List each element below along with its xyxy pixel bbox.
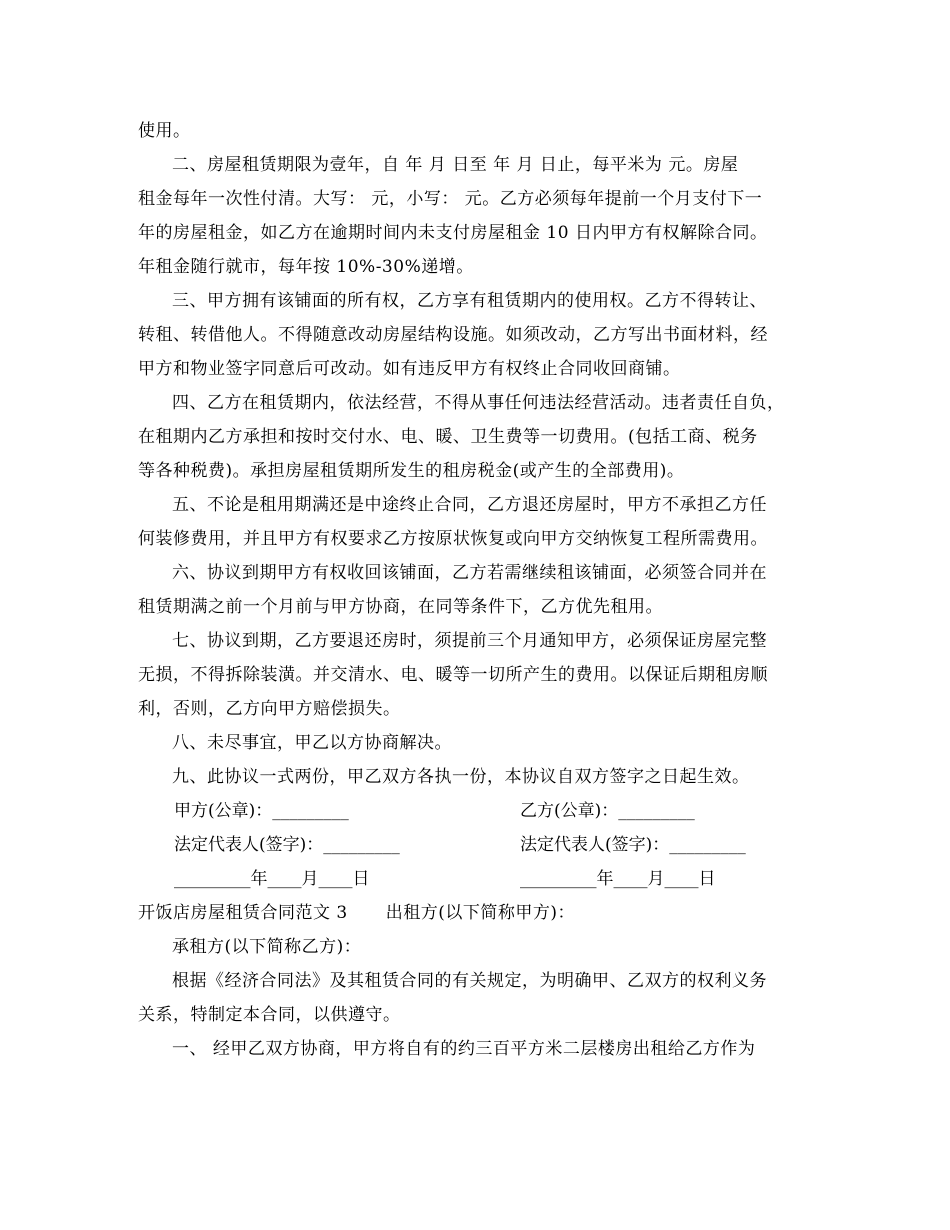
paragraph-line: 甲方和物业签字同意后可改动。如有违反甲方有权终止合同收回商铺。 (138, 359, 681, 379)
paragraph-line: 根据《经济合同法》及其租赁合同的有关规定，为明确甲、乙双方的权利义务 (172, 971, 767, 991)
paragraph-line: 六、协议到期甲方有权收回该铺面，乙方若需继续租该铺面，必须签合同并在 (172, 563, 767, 583)
paragraph-line: 转租、转借他人。不得随意改动房屋结构设施。如须改动，乙方写出书面材料，经 (138, 325, 768, 345)
paragraph-line: 七、协议到期，乙方要退还房时，须提前三个月通知甲方，必须保证房屋完整 (172, 631, 767, 651)
paragraph-line: 使用。 (138, 121, 191, 141)
paragraph-line: 三、甲方拥有该铺面的所有权，乙方享有租赁期内的使用权。乙方不得转让、 (172, 291, 767, 311)
paragraph-line: 年租金随行就市，每年按 10%-30%递增。 (138, 257, 474, 277)
paragraph-line: 无损，不得拆除装潢。并交清水、电、暖等一切所产生的费用。以保证后期租房顺 (138, 665, 768, 685)
paragraph-line: 二、房屋租赁期限为壹年，自 年 月 日至 年 月 日止，每平米为 元。房屋 (172, 155, 739, 175)
section3-lessor: 出租方(以下简称甲方)： (385, 903, 575, 923)
paragraph-line: 租金每年一次性付清。大写： 元，小写： 元。乙方必须每年提前一个月支付下一 (138, 189, 763, 209)
signature-party-a: 甲方(公章)：_________ (174, 801, 349, 821)
paragraph-line: 五、不论是租用期满还是中途终止合同，乙方退还房屋时，甲方不承担乙方任 (172, 495, 767, 515)
signature-party-b: 乙方(公章)：_________ (520, 801, 695, 821)
paragraph-line: 等各种税费)。承担房屋租赁期所发生的租房税金(或产生的全部费用)。 (138, 461, 685, 481)
paragraph-line: 关系，特制定本合同，以供遵守。 (138, 1005, 401, 1025)
paragraph-line: 何装修费用，并且甲方有权要求乙方按原状恢复或向甲方交纳恢复工程所需费用。 (138, 529, 768, 549)
signature-row (138, 862, 818, 896)
signature-party-b: _________年____月____日 (520, 869, 716, 889)
paragraph-line: 一、 经甲乙双方协商，甲方将自有的约三百平方米二层楼房出租给乙方作为 (172, 1039, 756, 1059)
signature-party-a: 法定代表人(签字)：_________ (174, 835, 400, 855)
paragraph-line: 承租方(以下简称乙方)： (172, 937, 362, 957)
section3-title: 开饭店房屋租赁合同范文 3 (138, 903, 348, 923)
paragraph-line: 租赁期满之前一个月前与甲方协商，在同等条件下，乙方优先租用。 (138, 597, 663, 617)
signature-row (138, 828, 818, 862)
section3-heading-line (138, 896, 818, 930)
signature-party-b: 法定代表人(签字)：_________ (520, 835, 746, 855)
contract-body (138, 114, 818, 794)
signature-party-a: _________年____月____日 (174, 869, 370, 889)
paragraph-line: 九、此协议一式两份，甲乙双方各执一份，本协议自双方签字之日起生效。 (172, 767, 750, 787)
paragraph-line: 在租期内乙方承担和按时交付水、电、暖、卫生费等一切费用。(包括工商、税务 (138, 427, 758, 447)
document-page (138, 114, 818, 1066)
paragraph-line: 八、未尽事宜，甲乙以方协商解决。 (172, 733, 452, 753)
signature-row (138, 794, 818, 828)
paragraph-line: 四、乙方在租赁期内，依法经营，不得从事任何违法经营活动。违者责任自负， (172, 393, 785, 413)
signature-block (138, 794, 818, 896)
paragraph-line: 年的房屋租金，如乙方在逾期时间内未支付房屋租金 10 日内甲方有权解除合同。 (138, 223, 768, 243)
paragraph-line: 利，否则，乙方向甲方赔偿损失。 (138, 699, 401, 719)
contract-body-continued (138, 930, 818, 1066)
